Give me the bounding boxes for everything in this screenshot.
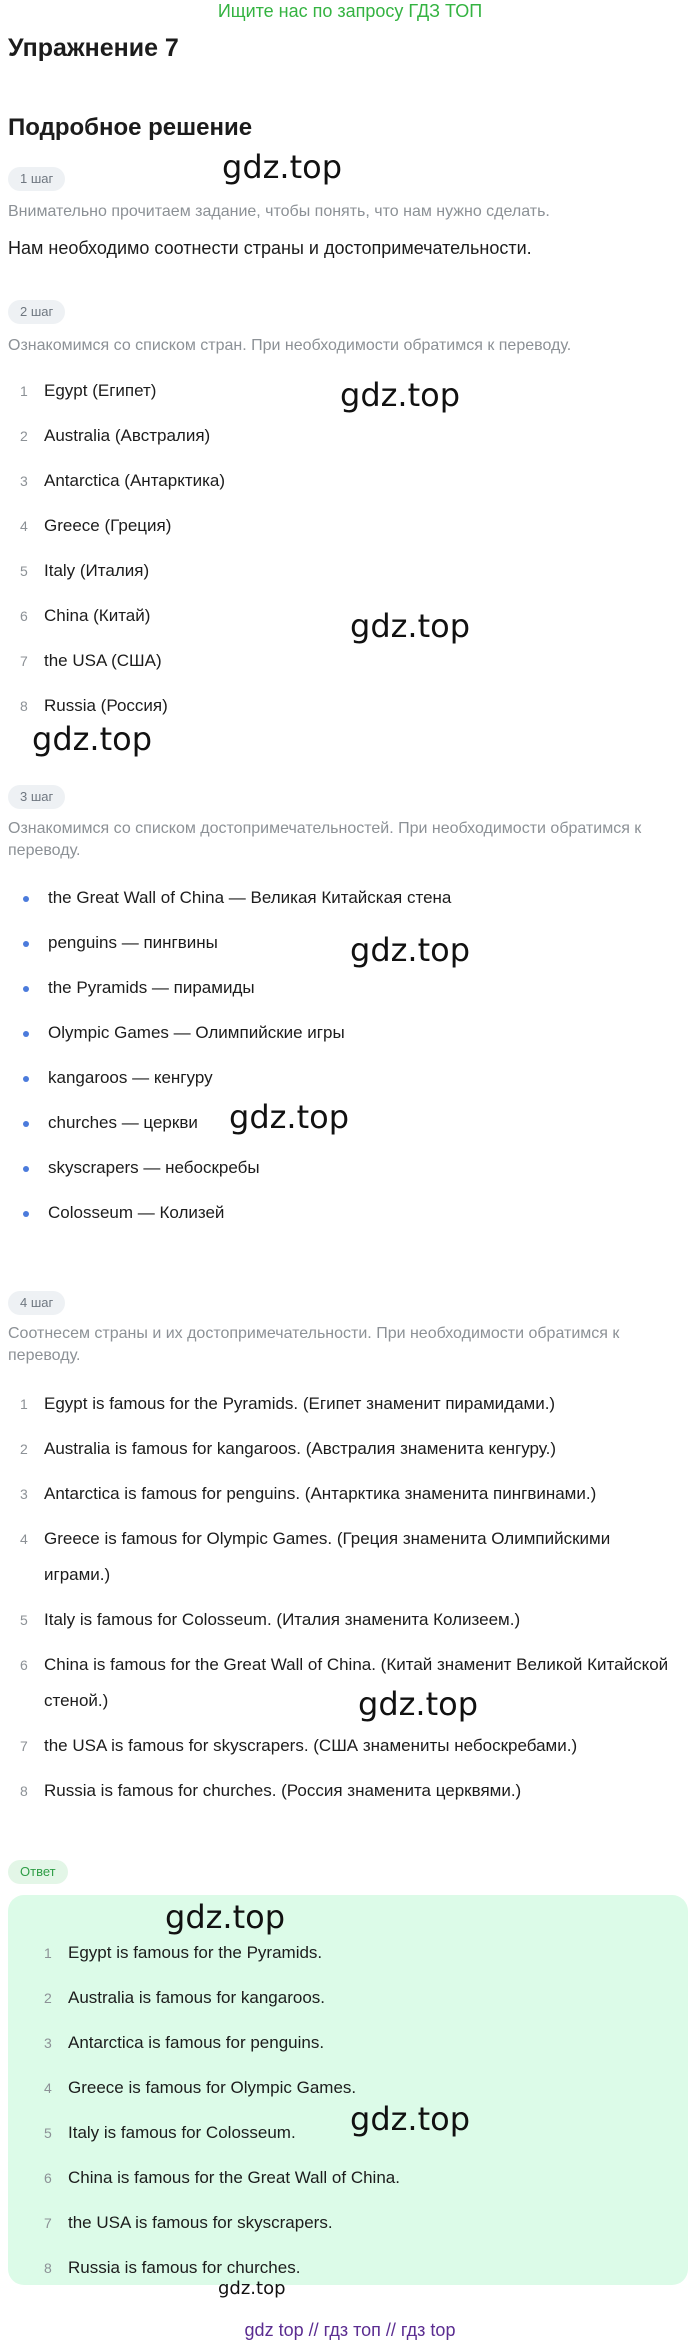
item-number: 6	[44, 2170, 52, 2186]
watermark: gdz.top	[32, 720, 153, 758]
section-title: Подробное решение	[8, 114, 253, 141]
item-text: kangaroos — кенгуру	[48, 1068, 213, 1087]
item-text: Italy is famous for Colosseum.	[68, 2123, 296, 2142]
item-text: China (Китай)	[44, 606, 151, 625]
item-number: 5	[44, 2125, 52, 2141]
item-text: Italy is famous for Colosseum. (Италия знаменита Колизеем.)	[44, 1610, 521, 1629]
item-text: Italy (Италия)	[44, 561, 150, 580]
item-number: 1	[20, 383, 28, 399]
item-number: 6	[20, 608, 28, 624]
item-number: 6	[20, 1657, 28, 1673]
item-number: 4	[44, 2080, 52, 2096]
top-banner: Ищите нас по запросу ГДЗ ТОП	[217, 1, 483, 21]
answer-chip: Ответ	[8, 1860, 68, 1884]
item-text: Egypt is famous for the Pyramids. (Египет знаменит пирамидами.)	[44, 1394, 556, 1413]
bullet-icon	[23, 1076, 29, 1082]
bullet-icon	[23, 1211, 29, 1217]
item-text: Greece (Греция)	[44, 516, 172, 535]
watermark: gdz.top	[350, 2100, 471, 2138]
item-text: Olympic Games — Олимпийские игры	[48, 1023, 345, 1042]
item-text: churches — церкви	[48, 1113, 198, 1132]
watermark: gdz.top	[340, 376, 461, 414]
watermark: gdz.top	[350, 607, 471, 645]
item-text: Greece is famous for Olympic Games. (Греция знаменита Олимпийскими играми.)	[44, 1529, 611, 1584]
item-text: skyscrapers — небоскребы	[48, 1158, 260, 1177]
step-1-text: Нам необходимо соотнести страны и достопримечательности.	[8, 238, 532, 258]
item-text: Australia (Австралия)	[44, 426, 211, 445]
item-text: Australia is famous for kangaroos.	[68, 1988, 326, 2007]
bullet-icon	[23, 941, 29, 947]
item-text: the Pyramids — пирамиды	[48, 978, 255, 997]
step-1-hint: Внимательно прочитаем задание, чтобы понять, что нам нужно сделать.	[8, 203, 550, 220]
item-text: Antarctica is famous for penguins. (Антарктика знаменита пингвинами.)	[44, 1484, 597, 1503]
item-number: 3	[20, 1486, 28, 1502]
item-text: Russia is famous for churches.	[68, 2258, 301, 2277]
step-4-hint: Соотнесем страны и их достопримечательности. При необходимости обратимся к переводу.	[8, 1325, 620, 1364]
item-number: 4	[20, 518, 28, 534]
item-number: 8	[20, 1783, 28, 1799]
item-number: 1	[44, 1945, 52, 1961]
watermark: gdz.top	[229, 1098, 350, 1136]
bullet-icon	[23, 986, 29, 992]
item-text: China is famous for the Great Wall of China.	[68, 2168, 400, 2187]
item-text: Greece is famous for Olympic Games.	[68, 2078, 357, 2097]
watermark: gdz.top	[350, 931, 471, 969]
item-number: 4	[20, 1531, 28, 1547]
item-text: Colosseum — Колизей	[48, 1203, 225, 1222]
bullet-icon	[23, 896, 29, 902]
item-text: the Great Wall of China — Великая Китайская стена	[48, 888, 452, 907]
item-text: Antarctica is famous for penguins.	[68, 2033, 325, 2052]
item-number: 5	[20, 1612, 28, 1628]
item-text: the USA is famous for skyscrapers. (США знамениты небоскребами.)	[44, 1736, 578, 1755]
bullet-icon	[23, 1121, 29, 1127]
item-text: penguins — пингвины	[48, 933, 218, 952]
item-number: 7	[20, 1738, 28, 1754]
item-number: 3	[20, 473, 28, 489]
item-number: 7	[20, 653, 28, 669]
step-4-chip: 4 шаг	[8, 1291, 65, 1315]
item-number: 2	[44, 1990, 52, 2006]
watermark: gdz.top	[218, 2278, 286, 2299]
item-number: 2	[20, 428, 28, 444]
footer-links: gdz top // гдз топ // гдз top	[244, 2320, 456, 2340]
item-text: Russia is famous for churches. (Россия знаменита церквями.)	[44, 1781, 522, 1800]
page-title: Упражнение 7	[8, 34, 179, 62]
item-text: Australia is famous for kangaroos. (Австралия знаменита кенгуру.)	[44, 1439, 556, 1458]
item-text: the USA is famous for skyscrapers.	[68, 2213, 333, 2232]
item-number: 7	[44, 2215, 52, 2231]
item-number: 3	[44, 2035, 52, 2051]
item-text: the USA (США)	[44, 651, 162, 670]
item-text: Russia (Россия)	[44, 696, 168, 715]
item-text: Egypt (Египет)	[44, 381, 157, 400]
item-number: 2	[20, 1441, 28, 1457]
item-text: Egypt is famous for the Pyramids.	[68, 1943, 323, 1962]
item-number: 5	[20, 563, 28, 579]
step-2-hint: Ознакомимся со списком стран. При необходимости обратимся к переводу.	[8, 337, 572, 354]
item-number: 1	[20, 1396, 28, 1412]
watermark: gdz.top	[358, 1685, 479, 1723]
step-2-chip: 2 шаг	[8, 300, 65, 324]
watermark: gdz.top	[165, 1898, 286, 1936]
item-text: China is famous for the Great Wall of China. (Китай знаменит Великой Китайской стеной.)	[44, 1655, 669, 1710]
step-3-chip: 3 шаг	[8, 785, 65, 809]
item-number: 8	[20, 698, 28, 714]
step-3-hint: Ознакомимся со списком достопримечательностей. При необходимости обратимся к переводу.	[8, 820, 642, 859]
bullet-icon	[23, 1166, 29, 1172]
item-text: Antarctica (Антарктика)	[44, 471, 226, 490]
bullet-icon	[23, 1031, 29, 1037]
step-1-chip: 1 шаг	[8, 167, 65, 191]
watermark: gdz.top	[222, 148, 343, 186]
item-number: 8	[44, 2260, 52, 2276]
